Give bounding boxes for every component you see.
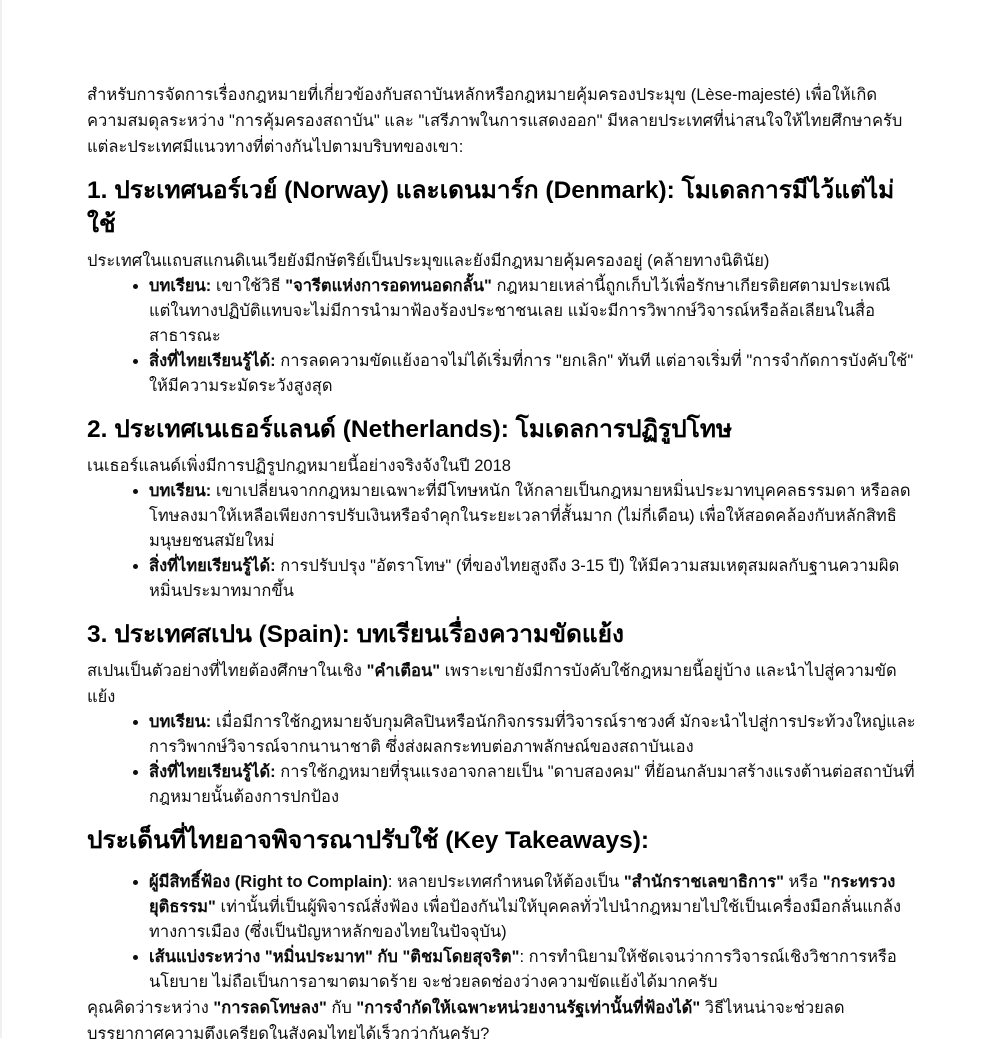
text-run: เขาใช้วิธี xyxy=(211,277,286,295)
list-item xyxy=(149,479,916,554)
text-run: บทเรียน: xyxy=(149,713,212,731)
text-run: เพราะเขายังมีการบังคับใช้กฎหมายนี้อยู่บ้าง และนำไปสู่ความขัดแย้ง xyxy=(87,662,897,706)
text-run: หรือ xyxy=(783,873,823,891)
text-run: เส้นแบ่งระหว่าง "หมิ่นประมาท" กับ "ติชมโดยสุจริต" xyxy=(149,948,520,966)
text-run: คุณคิดว่าระหว่าง xyxy=(87,999,214,1017)
text-run: เขาเปลี่ยนจากกฎหมายเฉพาะที่มีโทษหนัก ให้กลายเป็นกฎหมายหมิ่นประมาทบุคคลธรรมดา หรือลดโทษลงมาให้เหลือเพียงการปรับเงินหรือจำคุกในระยะเวลาที่สั้นมาก (ไม่กี่เดือน) เพื่อให้สอดคล้องกับหลักสิทธิมนุษยชนสมัยใหม่ xyxy=(149,482,911,550)
text-run: สเปนเป็นตัวอย่างที่ไทยต้องศึกษาในเชิง xyxy=(87,662,367,680)
text-run: เมื่อมีการใช้กฎหมายจับกุมศิลปินหรือนักกิจกรรมที่วิจารณ์ราชวงศ์ มักจะนำไปสู่การประท้วงใหญ่และการวิพากษ์วิจารณ์จากนานาชาติ ซึ่งส่งผลกระทบต่อภาพลักษณ์ของสถาบันเอง xyxy=(149,713,916,756)
text-run: "การจำกัดให้เฉพาะหน่วยงานรัฐเท่านั้นที่ฟ้องได้" xyxy=(356,999,701,1017)
text-run: กับ xyxy=(326,999,357,1017)
list-item xyxy=(149,349,916,399)
section-2-heading: 2. ประเทศเนเธอร์แลนด์ (Netherlands): โมเดลการปฏิรูปโทษ xyxy=(87,416,733,443)
text-run: สิ่งที่ไทยเรียนรู้ได้: xyxy=(149,763,276,781)
text-run: กฎหมายเหล่านี้ถูกเก็บไว้เพื่อรักษาเกียรติยศตามประเพณี แต่ในทางปฏิบัติแทบจะไม่มีการนำมาฟ้องร้องประชาชนเลย แม้จะมีการวิพากษ์วิจารณ์หรือล้อเลียนในสื่อสาธารณะ xyxy=(149,277,891,345)
section-3-list xyxy=(87,710,916,810)
text-run: : การทำนิยามให้ชัดเจนว่าการวิจารณ์เชิงวิชาการหรือนโยบาย ไม่ถือเป็นการอาฆาตมาดร้าย จะช่วยลดช่องว่างความขัดแย้งได้มากครับ xyxy=(149,948,897,991)
list-item xyxy=(149,760,916,810)
text-run: เท่านั้นที่เป็นผู้พิจารณ์สั่งฟ้อง เพื่อป้องกันไม่ให้บุคคลทั่วไปนำกฎหมายไปใช้เป็นเครื่องมือกลั่นแกล้งทางการเมือง (ซึ่งเป็นปัญหาหลักของไทยในปัจจุบัน) xyxy=(149,898,902,941)
section-3-lead xyxy=(87,658,916,710)
section-2-list xyxy=(87,479,916,604)
text-run: วิธีไหนน่าจะช่วยลดบรรยากาศความตึงเครียดในสังคมไทยได้เร็วกว่ากันครับ? xyxy=(87,999,845,1043)
text-run: การปรับปรุง "อัตราโทษ" (ที่ของไทยสูงถึง 3-15 ปี) ให้มีความสมเหตุสมผลกับฐานความผิดหมิ่นประมาทมากขึ้น xyxy=(149,557,900,600)
text-run: "คำเตือน" xyxy=(366,662,441,680)
list-item xyxy=(149,554,916,604)
section-1-list xyxy=(87,274,916,399)
text-run: "จารีตแห่งการอดทนอดกลั้น" xyxy=(285,277,492,295)
text-run: การลดความขัดแย้งอาจไม่ได้เริ่มที่การ "ยกเลิก" ทันที แต่อาจเริ่มที่ "การจำกัดการบังคับใช้" ให้มีความระมัดระวังสูงสุด xyxy=(149,352,914,395)
section-1-lead xyxy=(87,248,916,274)
takeaways-list xyxy=(87,870,916,995)
text-run: สิ่งที่ไทยเรียนรู้ได้: xyxy=(149,557,276,575)
text-run: สำหรับการจัดการเรื่องกฎหมายที่เกี่ยวข้องกับสถาบันหลักหรือกฎหมายคุ้มครองประมุข (Lèse-majesté) เพื่อให้เกิดความสมดุลระหว่าง "การคุ้มครองสถาบัน" และ "เสรีภาพในการแสดงออก" มีหลายประเทศที่น่าสนใจให้ไทยศึกษาครับ แต่ละประเทศมีแนวทางที่ต่างกันไปตามบริบทของเขา: xyxy=(87,86,903,156)
text-run: ประเทศในแถบสแกนดิเนเวียยังมีกษัตริย์เป็นประมุขและยังมีกฎหมายคุ้มครองอยู่ (คล้ายทางนิตินัย) xyxy=(87,252,770,270)
list-item xyxy=(149,945,916,995)
section-2-lead xyxy=(87,453,916,479)
text-run: สิ่งที่ไทยเรียนรู้ได้: xyxy=(149,352,276,370)
list-item xyxy=(149,870,916,945)
text-run: ผู้มีสิทธิ์ฟ้อง (Right to Complain) xyxy=(149,873,388,891)
text-run: เนเธอร์แลนด์เพิ่งมีการปฏิรูปกฎหมายนี้อย่างจริงจังในปี 2018 xyxy=(87,457,511,475)
text-run: : หลายประเทศกำหนดให้ต้องเป็น xyxy=(387,873,624,891)
list-item xyxy=(149,274,916,349)
section-1-heading: 1. ประเทศนอร์เวย์ (Norway) และเดนมาร์ก (Denmark): โมเดลการมีไว้แต่ไม่ใช้ xyxy=(87,177,895,238)
text-run: การใช้กฎหมายที่รุนแรงอาจกลายเป็น "ดาบสองคม" ที่ย้อนกลับมาสร้างแรงต้านต่อสถาบันที่กฎหมายนั้นต้องการปกป้อง xyxy=(149,763,915,806)
text-run: "สำนักราชเลขาธิการ" xyxy=(623,873,784,891)
text-run: "การลดโทษลง" xyxy=(213,999,327,1017)
text-run: บทเรียน: xyxy=(149,482,212,500)
closing-paragraph xyxy=(87,995,916,1047)
intro-paragraph xyxy=(87,82,916,160)
list-item xyxy=(149,710,916,760)
section-3-heading: 3. ประเทศสเปน (Spain): บทเรียนเรื่องความขัดแย้ง xyxy=(87,621,624,648)
takeaways-heading: ประเด็นที่ไทยอาจพิจารณาปรับใช้ (Key Takeaways): xyxy=(87,827,650,854)
text-run: บทเรียน: xyxy=(149,277,212,295)
text-run: "กระทรวงยุติธรรม" xyxy=(149,873,896,916)
